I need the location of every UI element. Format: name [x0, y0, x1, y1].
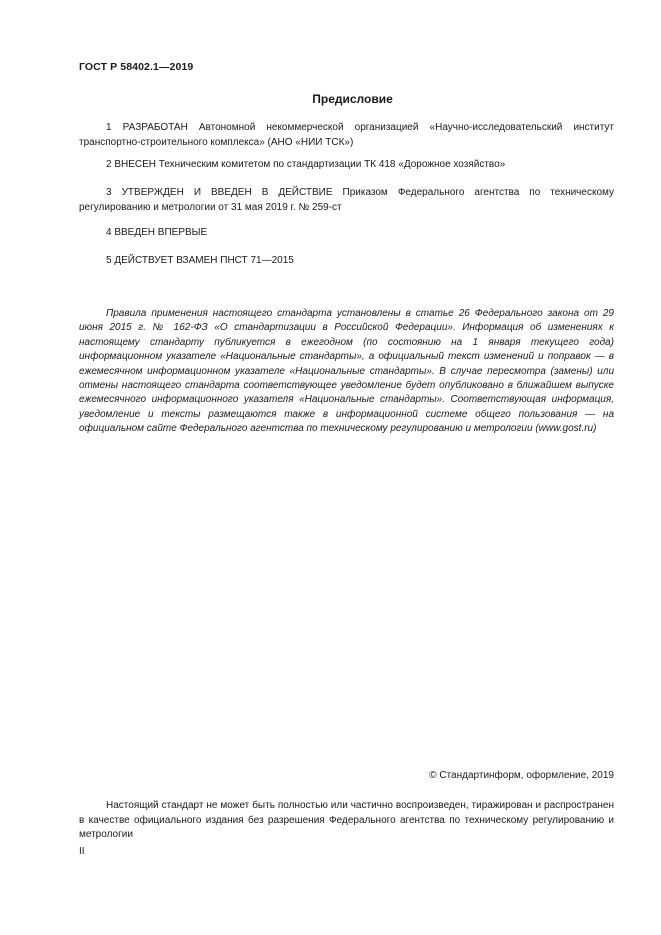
- page-title: Предисловие: [312, 92, 393, 106]
- foreword-item-1: [79, 121, 614, 150]
- foreword-item-5: [79, 254, 614, 269]
- page-number: II: [79, 846, 85, 857]
- application-rules-notice: Правила применения настоящего стандарта установлены в статье 26 Федерального закона от 29 июня 2015 г. № 162-ФЗ «О стандартизации в Российской Федерации». Информация об изменениях к настоящему стандарту публикуется в ежегодном (по состоянию на 1 января текущего года) информационном указателе «Национальные стандарты», а официальный текст изменений и поправок — в ежемесячном информационном указателе «Национальные стандарты». В случае пересмотра (замены) или отмены настоящего стандарта соответствующее уведомление будет опубликовано в ближайшем выпуске ежемесячного информационного указателя «Национальные стандарты». Соответствующая информация, уведомление и тексты размещаются также в информационной системе общего пользования — на официальном сайте Федерального агентства по техническому регулированию и метрологии (www.gost.ru): [79, 308, 614, 435]
- reproduction-notice: Настоящий стандарт не может быть полностью или частично воспроизведен, тиражирован и распространен в качестве официального издания без разрешения Федерального агентства по техническому регулированию и метрологии: [79, 800, 614, 840]
- foreword-item-2-text: 2 ВНЕСЕН Техническим комитетом по стандартизации ТК 418 «Дорожное хозяйство»: [106, 159, 506, 170]
- foreword-item-2: [79, 158, 614, 173]
- copyright-line: © Стандартинформ, оформление, 2019: [429, 770, 614, 781]
- foreword-item-4: [79, 226, 614, 241]
- foreword-item-3-text: 3 УТВЕРЖДЕН И ВВЕДЕН В ДЕЙСТВИЕ Приказом Федерального агентства по техническому регулированию и метрологии от 31 мая 2019 г. № 259-ст: [79, 187, 614, 213]
- foreword-item-1-text: 1 РАЗРАБОТАН Автономной некоммерческой организацией «Научно-исследовательский институт транспортно-строительного комплекса» (АНО «НИИ ТСК»): [79, 122, 614, 148]
- standard-code-header: ГОСТ Р 58402.1—2019: [79, 61, 194, 73]
- foreword-item-4-text: 4 ВВЕДЕН ВПЕРВЫЕ: [106, 227, 208, 238]
- foreword-item-5-text: 5 ДЕЙСТВУЕТ ВЗАМЕН ПНСТ 71—2015: [106, 255, 294, 266]
- foreword-item-3: [79, 186, 614, 215]
